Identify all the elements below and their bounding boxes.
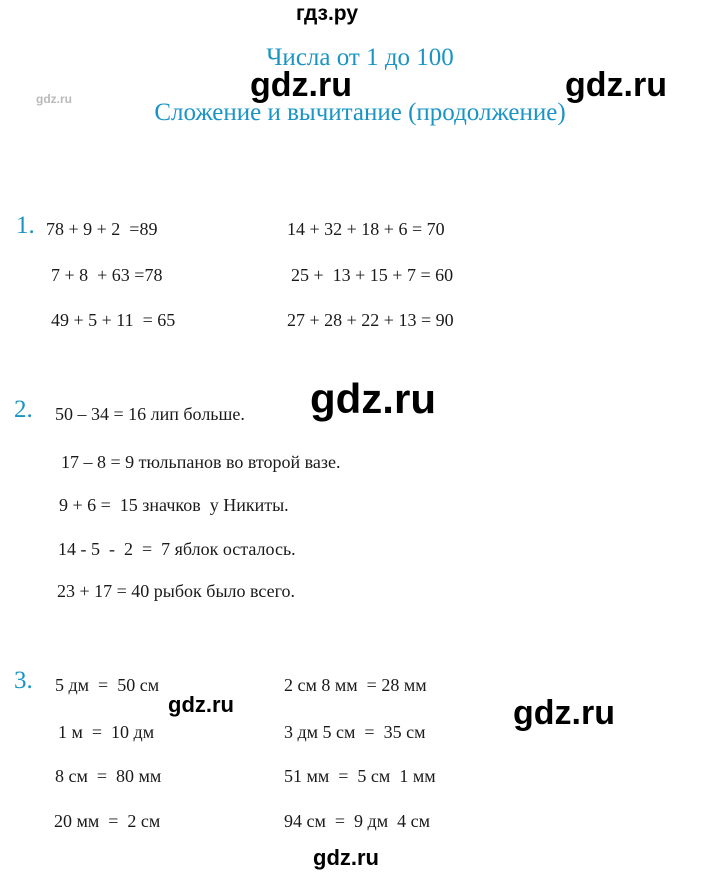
watermark-small: gdz.ru	[36, 92, 72, 106]
watermark-3: gdz.ru	[310, 375, 436, 422]
task-1-left-line-2: 7 + 8 + 63 =78	[51, 265, 163, 285]
watermark-2: gdz.ru	[565, 66, 667, 104]
task-1-right-line-2: 25 + 13 + 15 + 7 = 60	[291, 265, 454, 285]
task-1-right-line-3: 27 + 28 + 22 + 13 = 90	[287, 310, 454, 330]
task-3-right-line-4: 94 см = 9 дм 4 см	[284, 811, 430, 831]
task-2-line-4: 14 - 5 - 2 = 7 яблок осталось.	[58, 539, 296, 559]
task-3-right-line-2: 3 дм 5 см = 35 см	[284, 722, 426, 742]
task-2-line-3: 9 + 6 = 15 значков у Никиты.	[59, 495, 289, 515]
task-number-3: 3.	[14, 667, 33, 694]
task-3-right-line-3: 51 мм = 5 см 1 мм	[284, 766, 436, 786]
task-3-left-line-3: 8 см = 80 мм	[55, 766, 162, 786]
watermark-1: gdz.ru	[250, 66, 352, 104]
watermark-6: gdz.ru	[313, 845, 379, 870]
watermark-4: gdz.ru	[168, 692, 234, 717]
task-1-left-line-3: 49 + 5 + 11 = 65	[51, 310, 176, 330]
site-logo: гдз.ру	[296, 2, 359, 25]
task-2-line-2: 17 – 8 = 9 тюльпанов во второй вазе.	[61, 452, 341, 472]
task-3-right-line-1: 2 см 8 мм = 28 мм	[284, 675, 427, 695]
task-3-left-line-4: 20 мм = 2 см	[54, 811, 161, 831]
task-2-line-1: 50 – 34 = 16 лип больше.	[55, 404, 245, 424]
task-1-right-line-1: 14 + 32 + 18 + 6 = 70	[287, 219, 445, 239]
task-3-left-line-1: 5 дм = 50 см	[55, 675, 160, 695]
watermark-5: gdz.ru	[513, 694, 615, 732]
task-1-left-line-1: 78 + 9 + 2 =89	[46, 219, 158, 239]
page-title-primary: Числа от 1 до 100	[266, 44, 454, 71]
task-number-1: 1.	[16, 212, 35, 239]
task-number-2: 2.	[14, 396, 33, 423]
task-3-left-line-2: 1 м = 10 дм	[58, 722, 155, 742]
page-title-secondary: Сложение и вычитание (продолжение)	[154, 99, 566, 126]
task-2-line-5: 23 + 17 = 40 рыбок было всего.	[57, 581, 296, 601]
